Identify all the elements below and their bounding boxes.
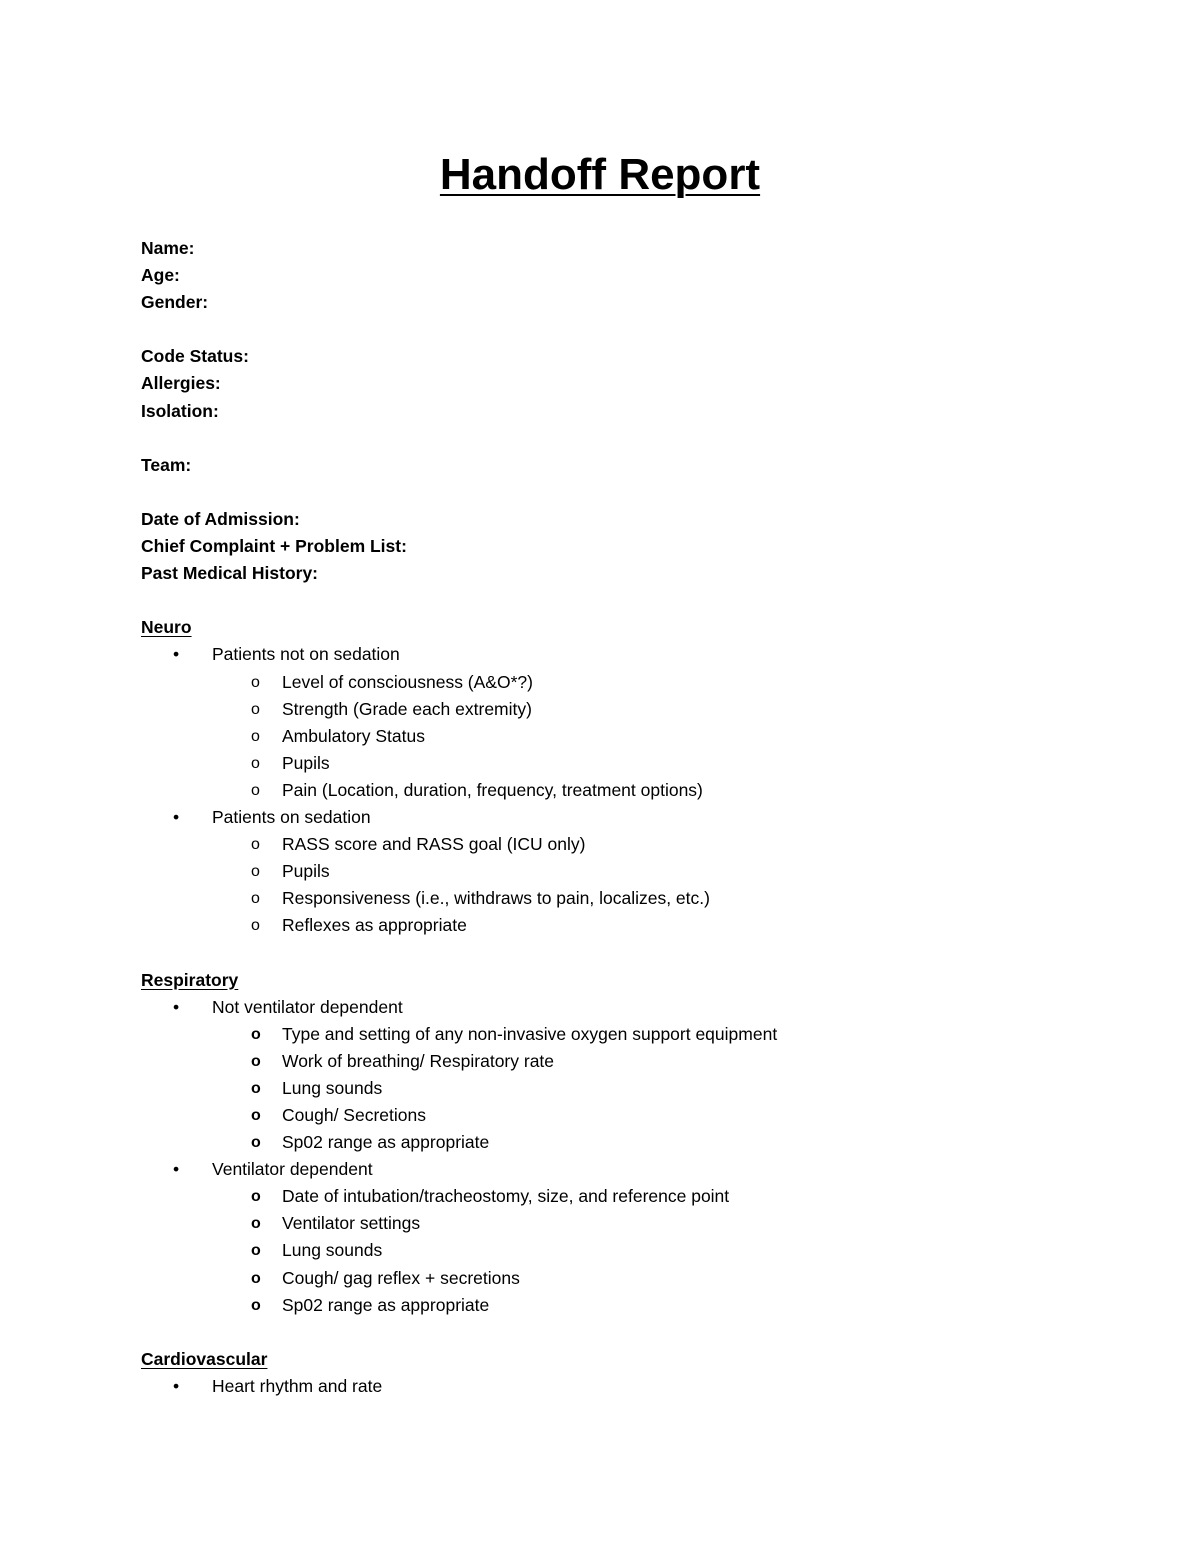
sub-bullet-item: [141, 885, 1141, 912]
section-heading-text: Neuro: [141, 617, 192, 638]
circle-bullet-icon: o: [251, 1215, 261, 1233]
field-team: Team:: [141, 454, 192, 475]
circle-bullet-icon: o: [251, 863, 260, 881]
bullet-icon: •: [173, 644, 180, 665]
sub-bullet-text: Ventilator settings: [282, 1213, 421, 1234]
sub-bullet-item: [141, 1265, 1141, 1292]
sub-bullet-text: Reflexes as appropriate: [282, 915, 467, 936]
bullet-item: [141, 1156, 1141, 1183]
bullet-icon: •: [173, 1159, 180, 1180]
sub-bullet-text: Sp02 range as appropriate: [282, 1132, 490, 1153]
sub-bullet-item: [141, 1021, 1141, 1048]
sub-bullet-item: [141, 1292, 1141, 1319]
circle-bullet-icon: o: [251, 917, 260, 935]
circle-bullet-icon: o: [251, 1052, 261, 1070]
bullet-text: Ventilator dependent: [212, 1159, 373, 1180]
field-past-medical-history: Past Medical History:: [141, 563, 318, 584]
field-allergies: Allergies:: [141, 373, 221, 394]
sub-bullet-text: Level of consciousness (A&O*?): [282, 671, 533, 692]
circle-bullet-icon: o: [251, 836, 260, 854]
sub-bullet-text: Lung sounds: [282, 1240, 383, 1261]
bullet-icon: •: [173, 996, 180, 1017]
circle-bullet-icon: o: [251, 1079, 261, 1097]
circle-bullet-icon: o: [251, 673, 260, 691]
sub-bullet-text: Lung sounds: [282, 1077, 383, 1098]
sub-bullet-text: Pupils: [282, 861, 330, 882]
circle-bullet-icon: o: [251, 727, 260, 745]
bullet-icon: •: [173, 1375, 180, 1396]
circle-bullet-icon: o: [251, 890, 260, 908]
bullet-text: Patients on sedation: [212, 806, 371, 827]
circle-bullet-icon: o: [251, 700, 260, 718]
field-isolation: Isolation:: [141, 400, 219, 421]
field-name: Name:: [141, 238, 195, 258]
field-chief-complaint: Chief Complaint + Problem List:: [141, 536, 407, 557]
section-heading: [141, 1346, 1141, 1373]
sub-bullet-item: [141, 1183, 1141, 1210]
sub-bullet-item: [141, 1102, 1141, 1129]
sub-bullet-item: [141, 831, 1141, 858]
circle-bullet-icon: o: [251, 1242, 261, 1260]
sub-bullet-item: [141, 1129, 1141, 1156]
section-neuro: [141, 614, 1141, 939]
circle-bullet-icon: o: [251, 1107, 261, 1124]
sub-bullet-text: Cough/ gag reflex + secretions: [282, 1267, 520, 1288]
page-title: Handoff Report: [439, 150, 761, 199]
section-heading-text: Cardiovascular: [141, 1348, 268, 1369]
circle-bullet-icon: o: [251, 1188, 261, 1206]
sub-bullet-text: Strength (Grade each extremity): [282, 698, 532, 719]
sub-bullet-item: [141, 1210, 1141, 1237]
bullet-text: Heart rhythm and rate: [212, 1375, 383, 1396]
sub-bullet-text: Date of intubation/tracheostomy, size, and reference point: [282, 1186, 730, 1207]
section-heading: [141, 967, 1141, 994]
sub-bullet-text: Sp02 range as appropriate: [282, 1294, 490, 1315]
section-heading: [141, 614, 1141, 641]
sub-bullet-item: [141, 723, 1141, 750]
sub-bullet-item: [141, 777, 1141, 804]
bullet-text: Patients not on sedation: [212, 644, 400, 665]
field-date-of-admission: Date of Admission:: [141, 508, 300, 529]
sub-bullet-text: RASS score and RASS goal (ICU only): [282, 834, 586, 855]
sub-bullet-item: [141, 1237, 1141, 1264]
circle-bullet-icon: o: [251, 781, 260, 799]
circle-bullet-icon: o: [251, 754, 260, 772]
sub-bullet-text: Pain (Location, duration, frequency, treatment options): [282, 779, 703, 800]
field-code-status: Code Status:: [141, 346, 249, 367]
sub-bullet-item: [141, 912, 1141, 939]
circle-bullet-icon: o: [251, 1269, 261, 1287]
sub-bullet-item: [141, 1075, 1141, 1102]
sub-bullet-item: [141, 669, 1141, 696]
section-cardiovascular: [141, 1346, 1141, 1400]
circle-bullet-icon: o: [251, 1134, 261, 1152]
bullet-item: [141, 641, 1141, 668]
bullet-item: [141, 804, 1141, 831]
sub-bullet-item: [141, 1048, 1141, 1075]
document-body: [141, 235, 1141, 1400]
bullet-icon: •: [173, 806, 180, 827]
sub-bullet-text: Pupils: [282, 752, 330, 773]
bullet-item: [141, 1373, 1141, 1400]
circle-bullet-icon: o: [251, 1296, 261, 1314]
bullet-item: [141, 994, 1141, 1021]
sub-bullet-text: Work of breathing/ Respiratory rate: [282, 1050, 555, 1071]
sub-bullet-item: [141, 696, 1141, 723]
sub-bullet-text: Type and setting of any non-invasive oxygen support equipment: [282, 1023, 778, 1044]
circle-bullet-icon: o: [251, 1025, 261, 1043]
sub-bullet-text: Ambulatory Status: [282, 725, 425, 746]
sub-bullet-item: [141, 750, 1141, 777]
section-heading-text: Respiratory: [141, 969, 239, 990]
sub-bullet-item: [141, 858, 1141, 885]
sub-bullet-text: Cough/ Secretions: [282, 1105, 426, 1125]
field-gender: Gender:: [141, 292, 209, 313]
field-age: Age:: [141, 265, 180, 286]
section-respiratory: [141, 967, 1141, 1319]
sub-bullet-text: Responsiveness (i.e., withdraws to pain, localizes, etc.): [282, 888, 710, 909]
bullet-text: Not ventilator dependent: [212, 996, 403, 1017]
